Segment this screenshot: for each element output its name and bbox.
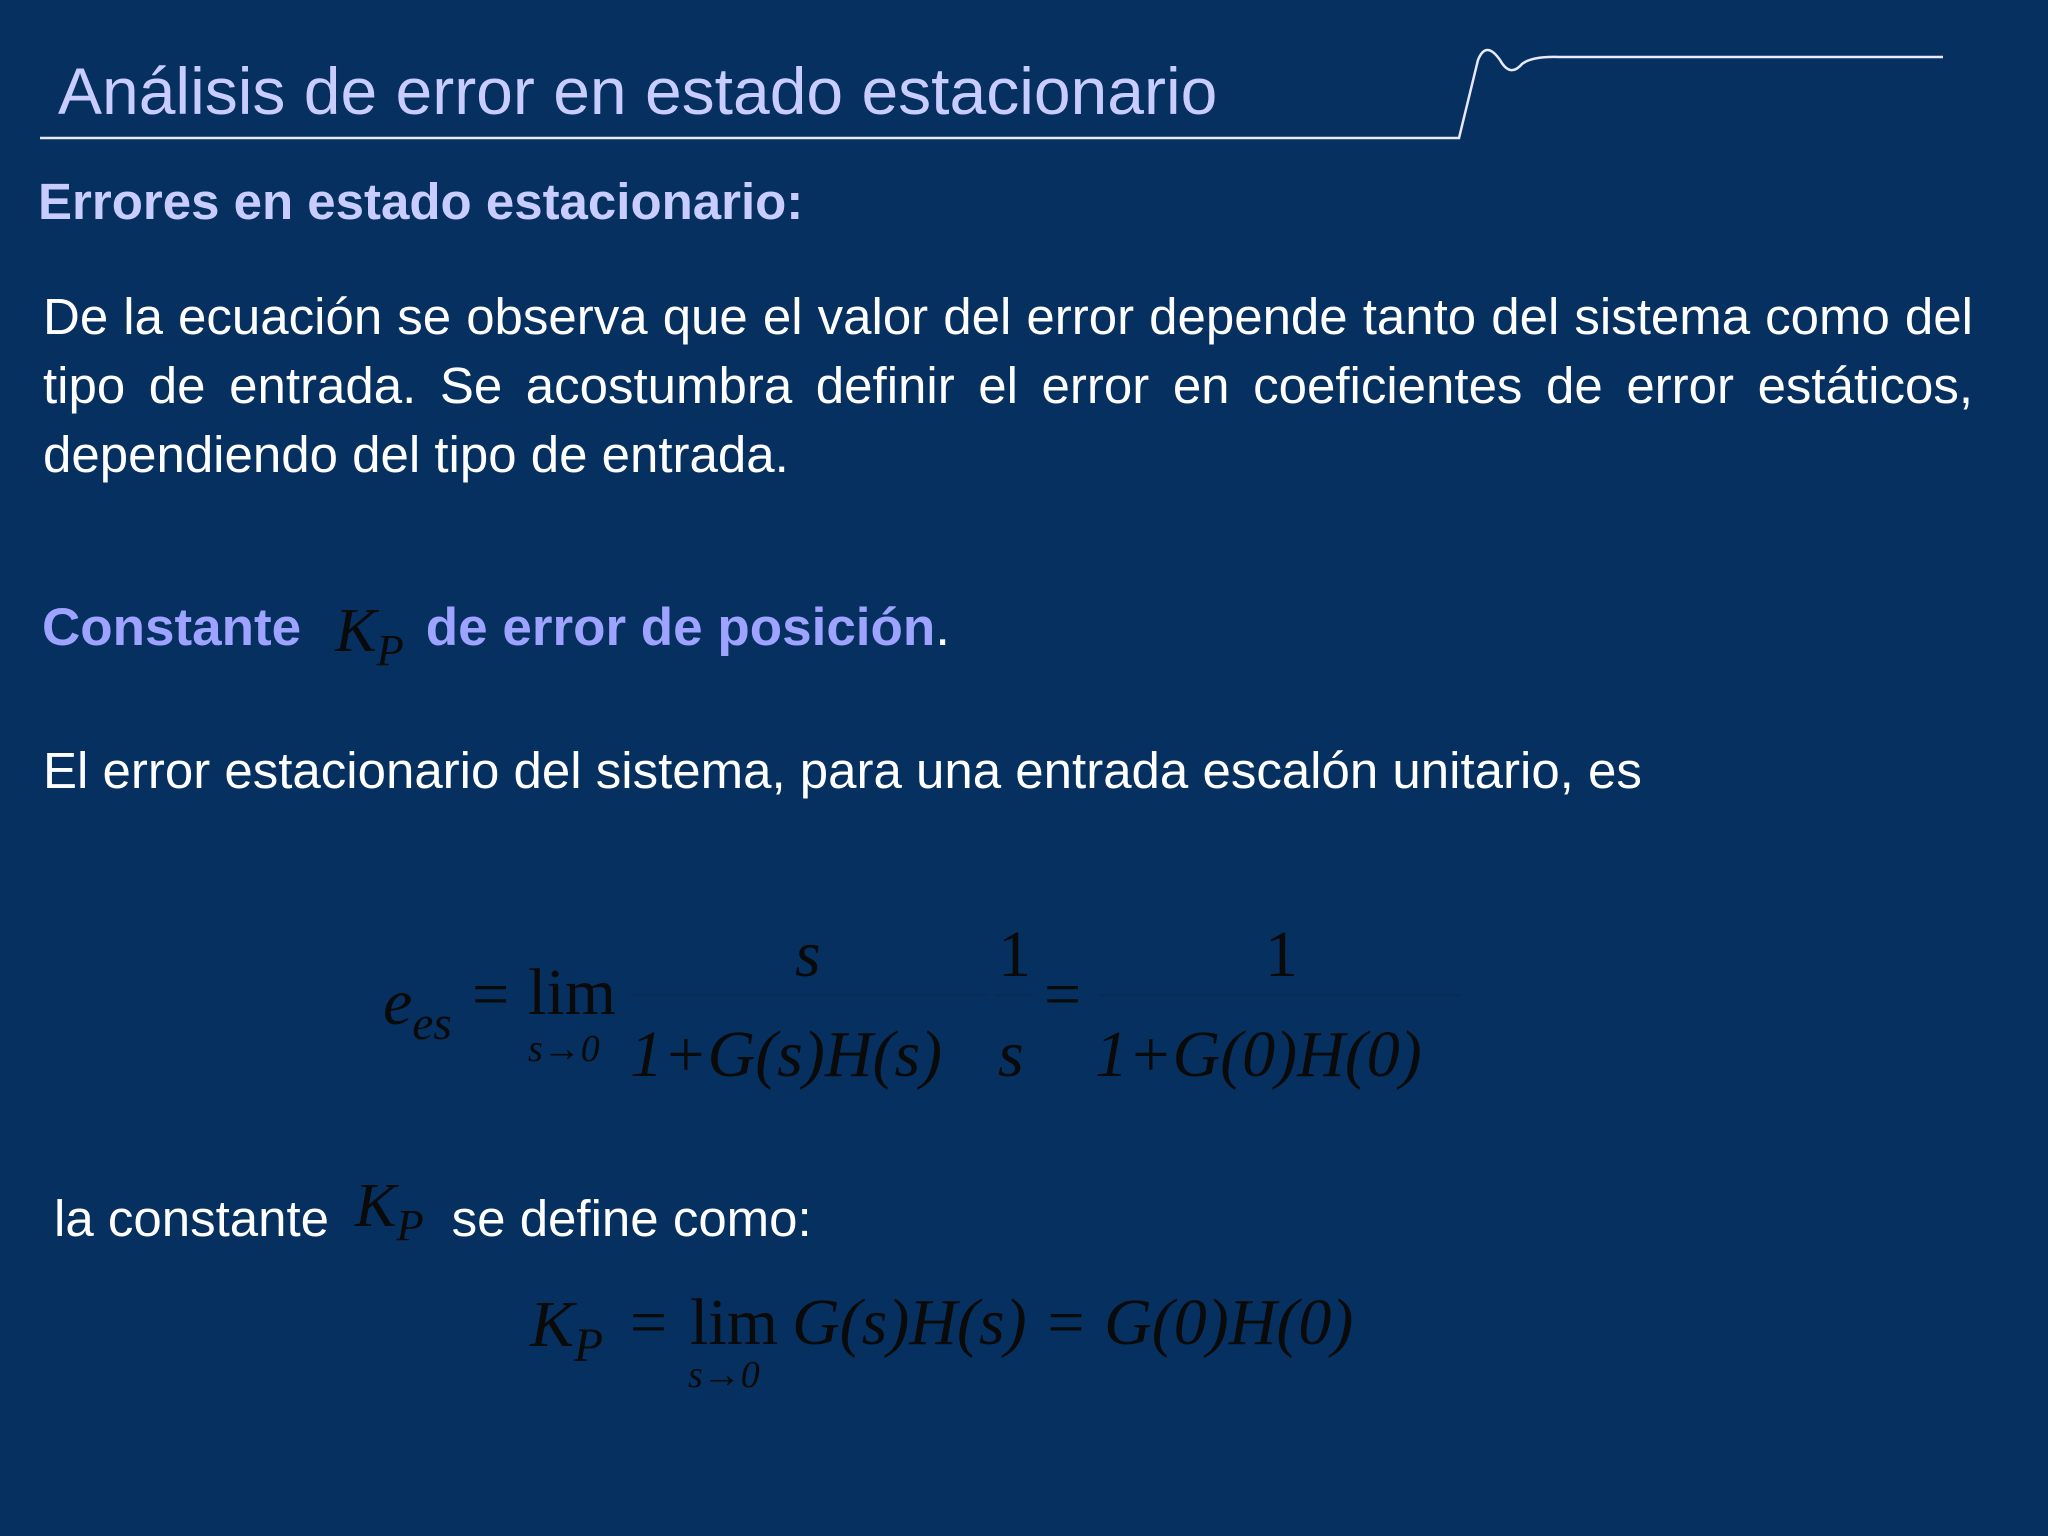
eq2-equals: = (630, 1286, 668, 1359)
eq1-frac3-num: 1 (1265, 918, 1298, 991)
eq2-lim: lim (690, 1286, 779, 1359)
eq1-frac3-bar (1100, 994, 1460, 996)
eq1-lim: lim (528, 956, 617, 1029)
eq2-lim-under: s→0 (688, 1354, 760, 1396)
eq1-frac2-num: 1 (998, 918, 1031, 991)
intro-paragraph: De la ecuación se observa que el valor del error depende tanto del sistema como del tipo de entrada. Se acostumbra definir el error en coeficientes de error estáticos, dependiendo del tipo de entrada. (43, 288, 1973, 483)
eq1-lhs: $e_{es}$ (383, 966, 452, 1051)
eq1-equals: = (472, 958, 510, 1031)
eq2-rhs: G(s)H(s) = G(0)H(0) (792, 1286, 1354, 1359)
slide-title: Análisis de error en estado estacionario (58, 54, 1218, 128)
eq1-frac2-bar (996, 994, 1032, 996)
eq1-lim-under: s→0 (528, 1028, 600, 1070)
eq1-equals2: = (1044, 958, 1082, 1031)
step-input-sentence: El error estacionario del sistema, para una entrada escalón unitario, es (43, 742, 1642, 799)
eq1-frac2-den: s (998, 1018, 1024, 1091)
eq2-lhs: $K_P$ (530, 1288, 604, 1373)
kp-symbol: $K_P$ (335, 597, 404, 676)
eq1-frac1-bar (632, 994, 987, 996)
eq1-frac3-den: 1+G(0)H(0) (1095, 1018, 1422, 1091)
subheading: Errores en estado estacionario: (38, 173, 804, 230)
eq1-frac1-num: s (795, 918, 821, 991)
eq1-frac1-den: 1+G(s)H(s) (630, 1018, 943, 1091)
section-suffix: de error de posición (425, 598, 936, 657)
kp-symbol-inline: $K_P$ (355, 1172, 424, 1251)
section-prefix: Constante (42, 598, 302, 657)
kp-definition-sentence: la constante $K_P$ se define como: (54, 1172, 812, 1251)
section-period: . (935, 598, 951, 657)
section-heading (42, 597, 951, 676)
